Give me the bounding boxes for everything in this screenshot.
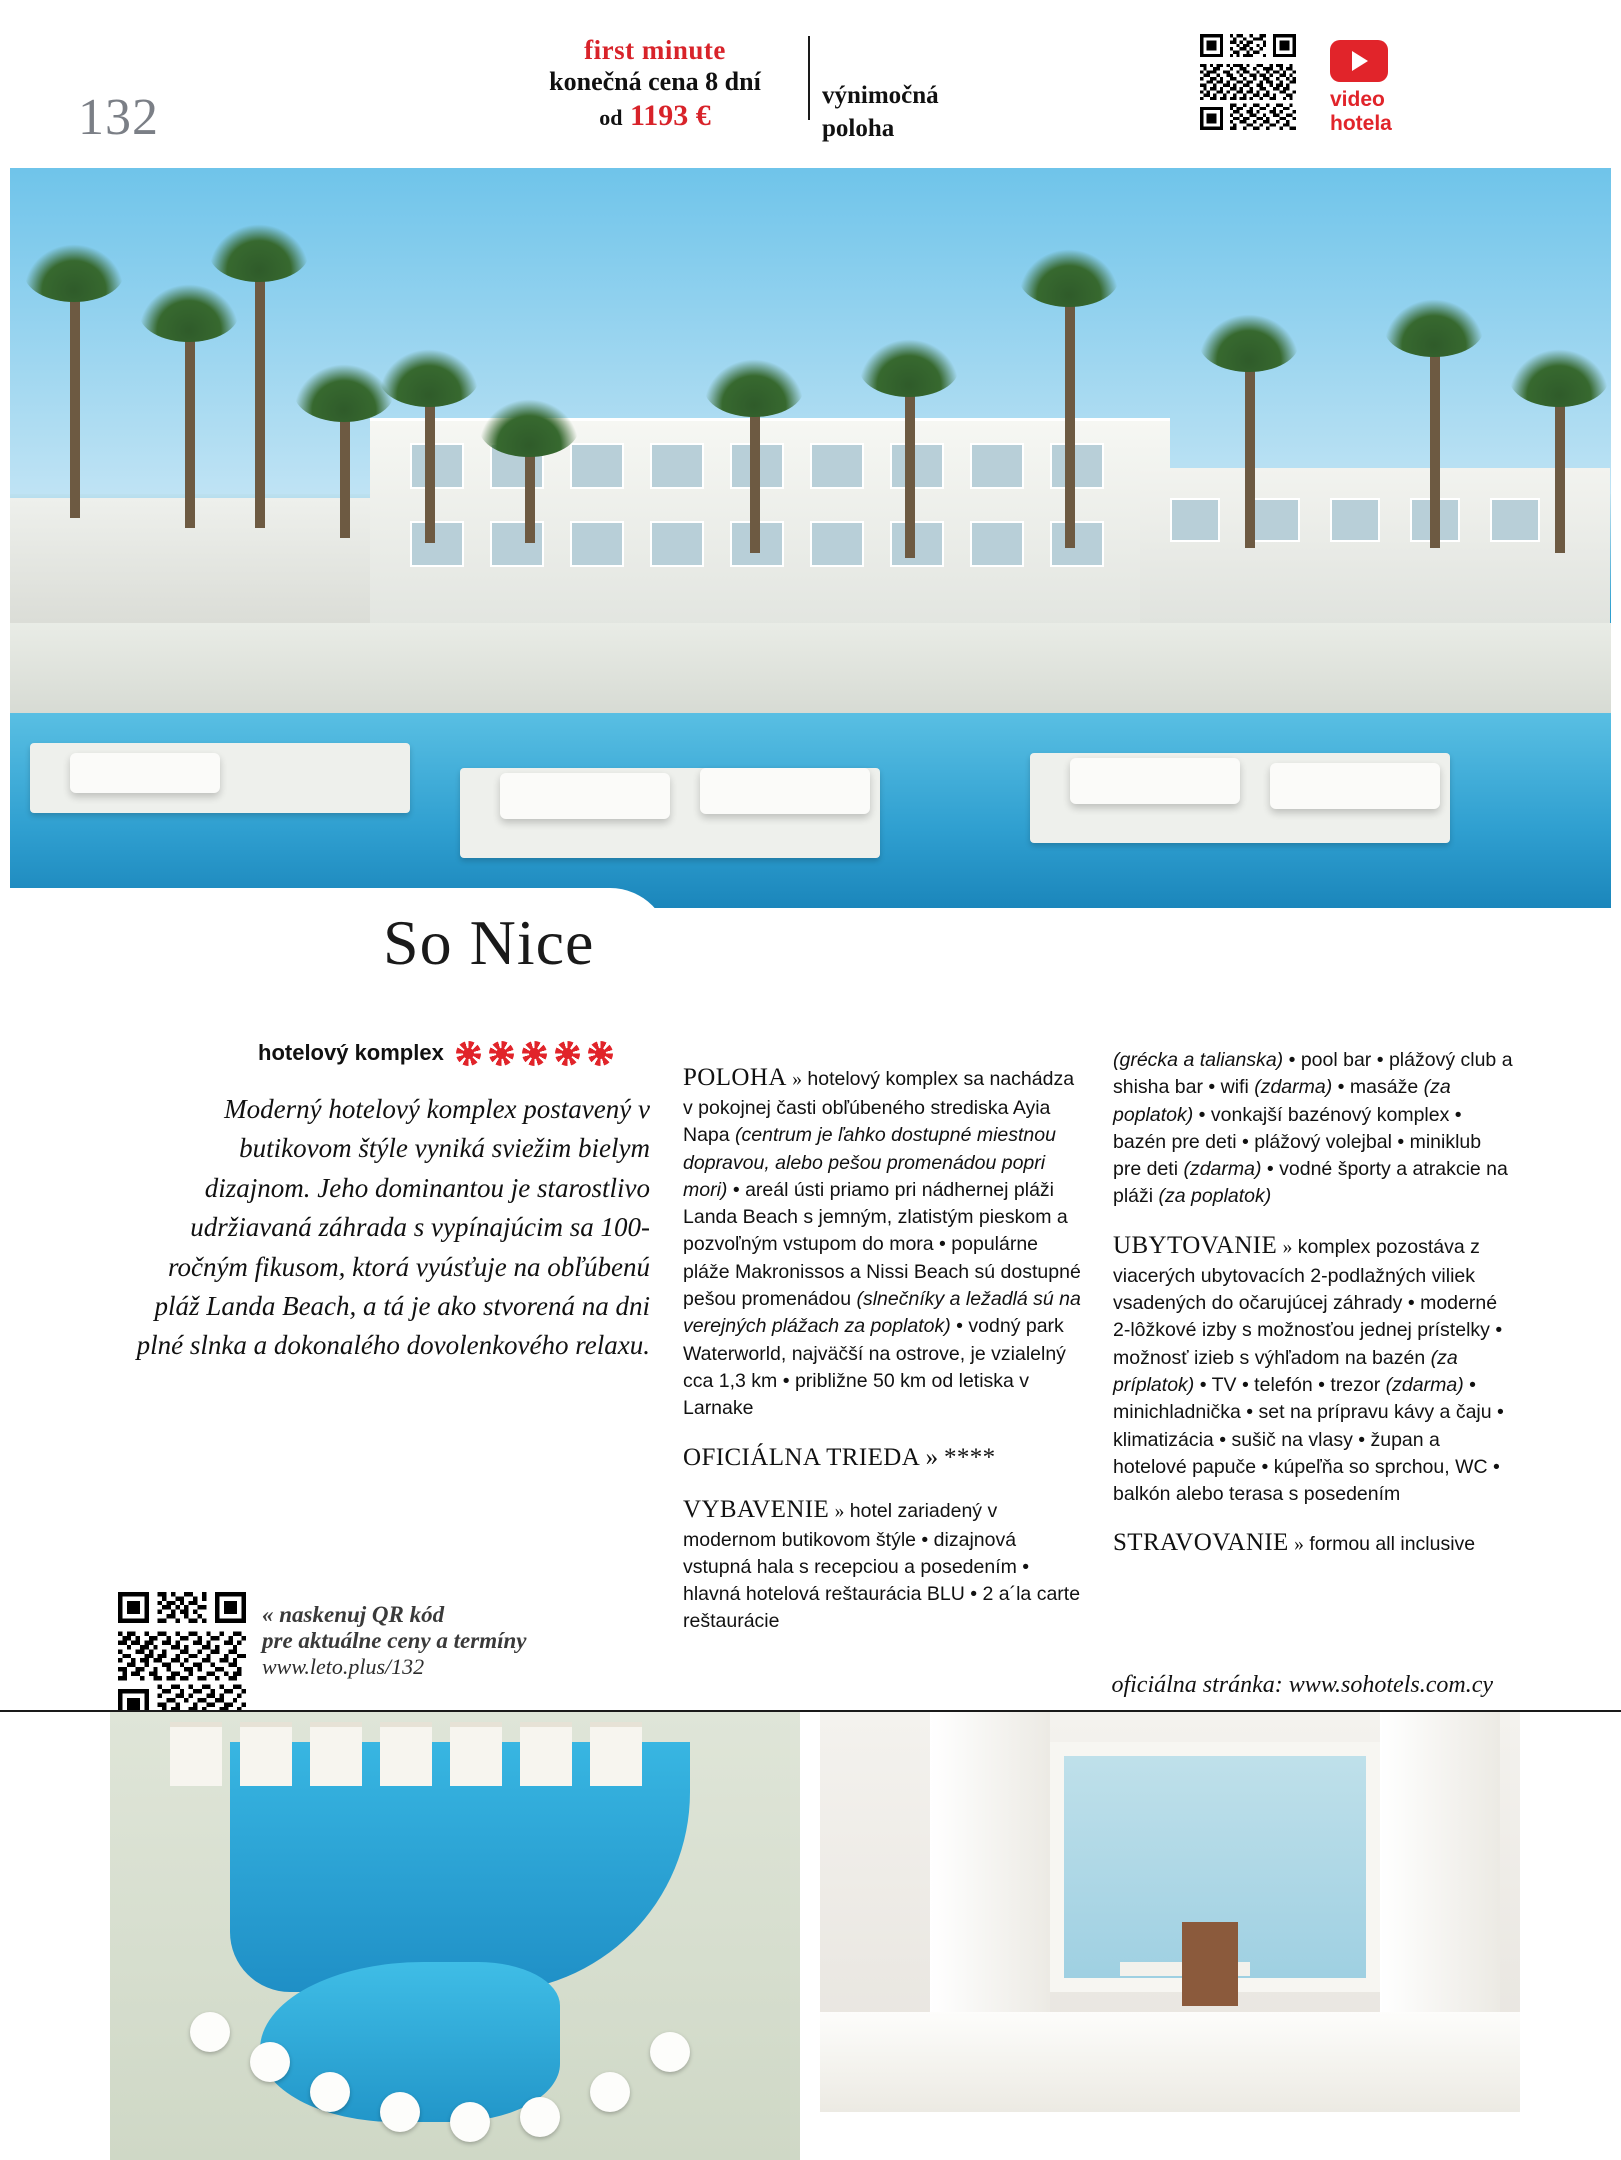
section-vybavenie-text-2: • pool bar • plážový club a shisha bar • wifi xyxy=(1113,1049,1513,1099)
section-poloha-text-1: hotelový komplex sa nachádza v pokojnej časti obľúbeného strediska Ayia Napa xyxy=(683,1068,1075,1147)
qr-instructions xyxy=(262,1602,526,1680)
section-vybavenie-italic-4: (zdarma) xyxy=(1183,1158,1262,1181)
room-bed xyxy=(820,2012,1520,2112)
star-icon xyxy=(555,1041,580,1066)
section-ubytovanie-italic-1: (za príplatok) xyxy=(1113,1346,1458,1396)
section-poloha xyxy=(683,1060,1083,1423)
location-highlight-line2: poloha xyxy=(822,114,895,142)
bottom-left-image-aerial-pool xyxy=(110,1712,800,2160)
section-vybavenie-text-1: hotel zariadený v modernom butikovom štýle • dizajnová vstupná hala s recepciou a posedením • hlavná hotelová reštaurácia BLU • 2 a´la carte reštaurácie xyxy=(683,1499,1081,1633)
section-poloha-italic-1: (centrum je ľahko dostupné miestnou dopravou, alebo pešou promenádou popri mori) xyxy=(683,1124,1056,1201)
official-website-label: oficiálna stránka: xyxy=(1111,1672,1283,1698)
pool-terrace xyxy=(10,623,1611,713)
section-stravovanie-text: formou all inclusive xyxy=(1309,1533,1476,1556)
price-prefix: od xyxy=(599,105,623,131)
section-trieda-value: **** xyxy=(943,1443,996,1471)
section-vybavenie-heading: VYBAVENIE xyxy=(683,1495,830,1523)
qr-url[interactable]: www.leto.plus/132 xyxy=(262,1654,425,1679)
section-vybavenie-italic-3: (za poplatok) xyxy=(1113,1076,1451,1126)
video-hotel-link[interactable] xyxy=(1330,40,1392,136)
section-poloha-italic-2: (slnečníky a ležadlá sú na verejných plážach za poplatok) xyxy=(683,1288,1081,1338)
section-poloha-text-3: • vodný park Waterworld, najväčší na ostrove, je vzialelný cca 1,3 km • približne 50 km od letiska v Larnake xyxy=(683,1315,1066,1420)
qr-code-icon-top[interactable] xyxy=(1200,34,1296,130)
star-icon xyxy=(456,1041,481,1066)
youtube-play-icon[interactable] xyxy=(1330,40,1388,82)
section-ubytovanie-italic-2: (zdarma) xyxy=(1385,1373,1464,1396)
section-vybavenie-cont xyxy=(1113,1047,1513,1211)
qr-code-icon-bottom[interactable] xyxy=(118,1592,246,1720)
lead-paragraph: Moderný hotelový komplex postavený v butikovom štýle vyniká sviežim bielym dizajnom. Jeho dominantou je starostlivo udržiavaná záhrada s vypínajúcim sa 100-ročným fikusom, ktorá vyúsťuje na obľúbenú pláž Landa Beach, a tá je ako stvorená na dni plné slnka a dokonalého dovolenkového relaxu. xyxy=(136,1094,650,1361)
bottom-right-image-hotel-room xyxy=(820,1712,1520,2112)
section-stravovanie xyxy=(1113,1525,1513,1560)
page-header xyxy=(0,0,1621,160)
section-stravovanie-heading: STRAVOVANIE xyxy=(1113,1529,1289,1557)
qr-instruction-line2: pre aktuálne ceny a termíny xyxy=(262,1628,527,1653)
first-minute-label: first minute xyxy=(584,35,726,65)
section-poloha-heading: POLOHA xyxy=(683,1064,787,1091)
hotel-type-badge xyxy=(258,1040,613,1066)
section-vybavenie-italic-2: (zdarma) xyxy=(1254,1076,1333,1099)
section-vybavenie xyxy=(683,1492,1083,1636)
section-ubytovanie-text-3: • minichladnička • set na prípravu kávy a čaju • klimatizácia • sušič na vlasy • župan a hotelové papuče • kúpeľňa so sprchou, WC • balkón alebo terasa s posedením xyxy=(1113,1373,1504,1506)
section-oficialna-trieda xyxy=(683,1440,1083,1475)
star-rating xyxy=(456,1041,613,1066)
section-trieda-arrow: » xyxy=(925,1443,939,1471)
star-icon xyxy=(489,1041,514,1066)
official-website xyxy=(1111,1672,1493,1699)
video-label xyxy=(1330,88,1392,136)
section-vybavenie-text-5: • vodné športy a atrakcie na pláži xyxy=(1113,1158,1508,1208)
room-chair xyxy=(1182,1922,1238,2006)
section-ubytovanie-text-2: • TV • telefón • trezor xyxy=(1194,1373,1386,1396)
section-ubytovanie-text-1: komplex pozostáva z viacerých ubytovacích 2-podlažných viliek vsadených do očarujúcej záhrady • moderné 2-lôžkové izby s možnosťou jednej prístelky • možnosť izieb s výhľadom na bazén xyxy=(1113,1235,1503,1369)
section-trieda-heading: OFICIÁLNA TRIEDA xyxy=(683,1443,921,1471)
hero-image-hotel-pool xyxy=(10,168,1611,908)
building-main xyxy=(370,418,1170,628)
video-label-line2: hotela xyxy=(1330,112,1392,136)
section-ubytovanie xyxy=(1113,1228,1513,1509)
building-left xyxy=(10,498,380,628)
promo-price-box xyxy=(520,35,810,133)
hotel-title: So Nice xyxy=(383,907,595,978)
building-right xyxy=(1140,468,1610,633)
section-ubytovanie-arrow: » xyxy=(1282,1236,1293,1258)
section-poloha-text-2: • areál ústi priamo pri nádhernej pláži Landa Beach s jemným, zlatistým pieskom a pozvoľným vstupom do mora • populárne pláže Makronissos a Nissi Beach sú dostupné pešou promenádou xyxy=(683,1178,1081,1311)
section-vybavenie-italic-5: (za poplatok) xyxy=(1158,1185,1272,1208)
star-icon xyxy=(522,1041,547,1066)
location-highlight-line1: výnimočná xyxy=(822,82,939,109)
hotel-type-label: hotelový komplex xyxy=(258,1040,444,1065)
final-price-label: konečná cena 8 dní xyxy=(549,66,761,96)
star-icon xyxy=(588,1041,613,1066)
section-vybavenie-text-3: • masáže xyxy=(1332,1076,1424,1099)
content-column-right xyxy=(1113,1047,1513,1577)
price-value xyxy=(520,98,790,134)
section-vybavenie-italic-1: (grécka a talianska) xyxy=(1113,1049,1284,1071)
video-label-line1: video xyxy=(1330,88,1385,111)
content-column-middle xyxy=(683,1060,1083,1653)
page-number: 132 xyxy=(78,89,159,146)
location-highlight xyxy=(822,80,939,145)
section-stravovanie-arrow: » xyxy=(1294,1534,1304,1556)
section-poloha-arrow: » xyxy=(792,1069,802,1090)
section-ubytovanie-heading: UBYTOVANIE xyxy=(1113,1231,1278,1259)
qr-instruction-line1: « naskenuj QR kód xyxy=(262,1602,445,1627)
official-website-url[interactable]: www.sohotels.com.cy xyxy=(1288,1672,1493,1698)
section-vybavenie-text-4: • vonkajší bazénový komplex • bazén pre deti • plážový volejbal • miniklub pre deti xyxy=(1113,1103,1482,1181)
price-amount: 1193 € xyxy=(629,99,711,133)
section-vybavenie-arrow: » xyxy=(834,1500,845,1522)
